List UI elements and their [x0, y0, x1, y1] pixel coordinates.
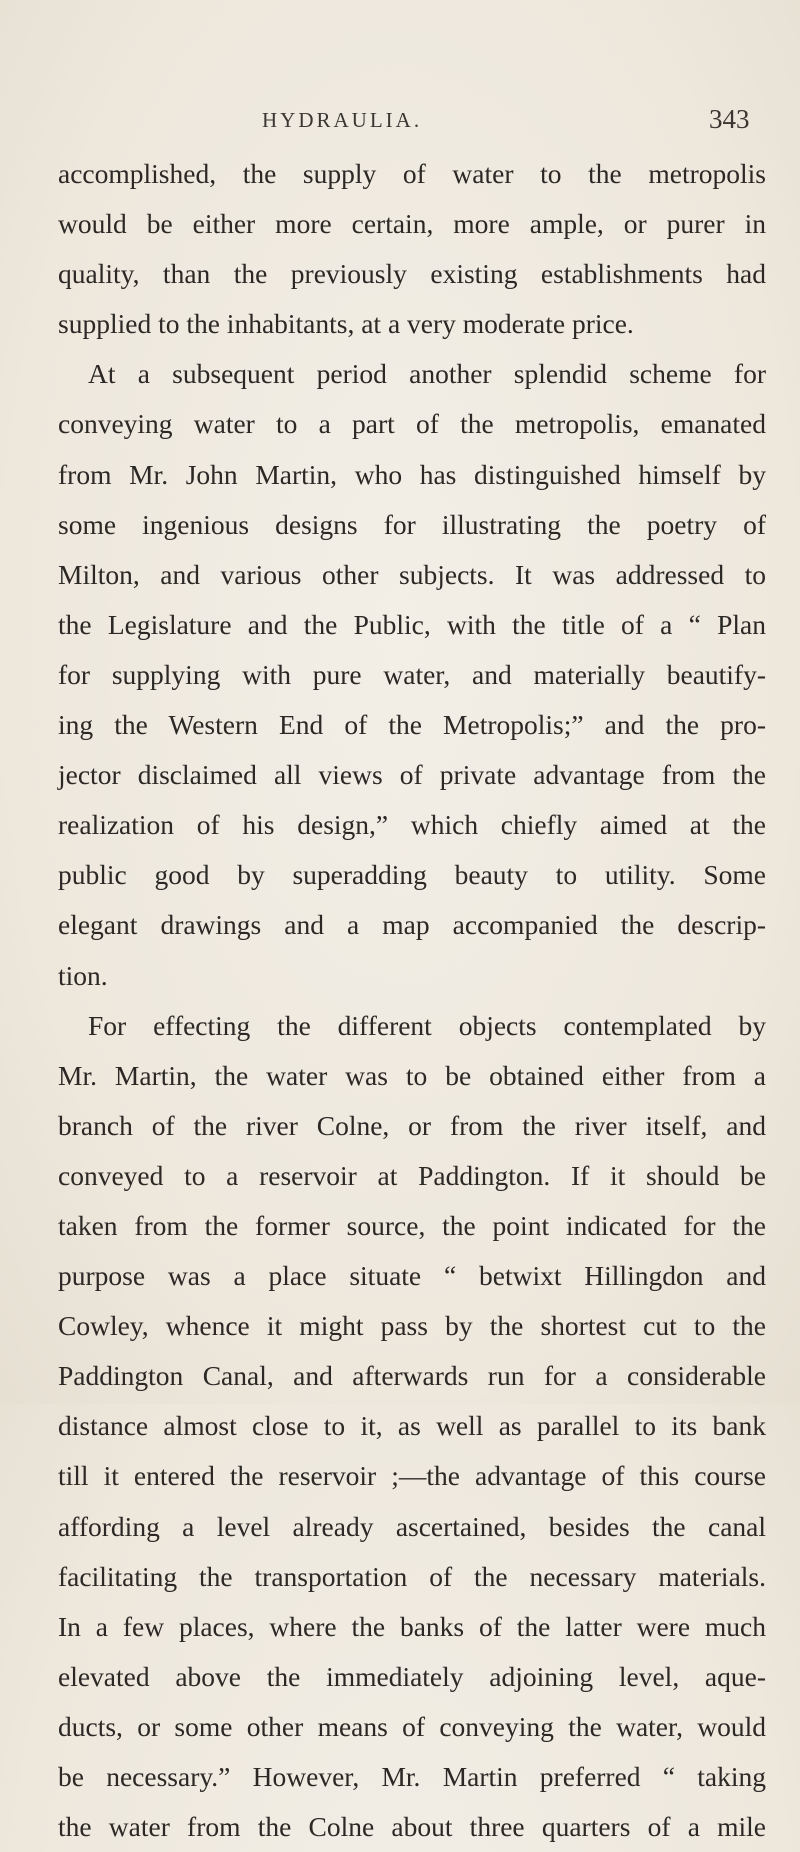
- text-line: ducts, or some other means of conveying the water, would: [58, 1710, 766, 1742]
- text-line: elevated above the immediately adjoining level, aque-: [58, 1660, 766, 1692]
- text-line: elegant drawings and a map accompanied the descrip-: [58, 909, 766, 941]
- text-line: distance almost close to it, as well as parallel to its bank: [58, 1410, 766, 1442]
- running-head: [0, 104, 800, 138]
- text-line: affording a level already ascertained, besides the canal: [58, 1510, 766, 1542]
- text-line: purpose was a place situate “ betwixt Hillingdon and: [58, 1260, 766, 1292]
- text-line: At a subsequent period another splendid scheme for: [88, 358, 766, 390]
- text-line: Cowley, whence it might pass by the shortest cut to the: [58, 1310, 766, 1342]
- text-line: For effecting the different objects contemplated by: [88, 1009, 766, 1041]
- text-line: supplied to the inhabitants, at a very moderate price.: [58, 308, 634, 340]
- text-line: till it entered the reservoir ;—the advantage of this course: [58, 1460, 766, 1492]
- text-line: the water from the Colne about three quarters of a mile: [58, 1811, 766, 1843]
- text-line: conveying water to a part of the metropolis, emanated: [58, 408, 766, 440]
- text-line: public good by superadding beauty to utility. Some: [58, 859, 766, 891]
- text-line: conveyed to a reservoir at Paddington. If it should be: [58, 1159, 766, 1191]
- text-line: be necessary.” However, Mr. Martin preferred “ taking: [58, 1761, 766, 1792]
- text-line: realization of his design,” which chiefly aimed at the: [58, 809, 766, 841]
- text-line: jector disclaimed all views of private advantage from the: [58, 759, 766, 791]
- text-line: quality, than the previously existing establishments had: [58, 258, 766, 290]
- text-line: facilitating the transportation of the necessary materials.: [58, 1560, 766, 1592]
- text-line: would be either more certain, more ample, or purer in: [58, 208, 766, 240]
- text-line: branch of the river Colne, or from the river itself, and: [58, 1109, 766, 1141]
- text-line: taken from the former source, the point indicated for the: [58, 1209, 766, 1241]
- running-title: HYDRAULIA.: [262, 108, 423, 132]
- body-text: [58, 149, 766, 1852]
- text-line: some ingenious designs for illustrating the poetry of: [58, 508, 766, 540]
- text-line: Milton, and various other subjects. It was addressed to: [58, 558, 766, 590]
- text-line: ing the Western End of the Metropolis;” and the pro-: [58, 709, 766, 741]
- text-line: tion.: [58, 959, 108, 991]
- text-line: from Mr. John Martin, who has distinguished himself by: [58, 458, 766, 490]
- text-line: the Legislature and the Public, with the title of a “ Plan: [58, 608, 766, 640]
- text-line: In a few places, where the banks of the latter were much: [58, 1610, 766, 1642]
- text-line: accomplished, the supply of water to the metropolis: [58, 158, 766, 189]
- text-line: for supplying with pure water, and materially beautify-: [58, 658, 766, 690]
- text-line: Mr. Martin, the water was to be obtained either from a: [58, 1059, 766, 1091]
- text-line: Paddington Canal, and afterwards run for a considerable: [58, 1360, 766, 1392]
- page-number: 343: [709, 104, 750, 134]
